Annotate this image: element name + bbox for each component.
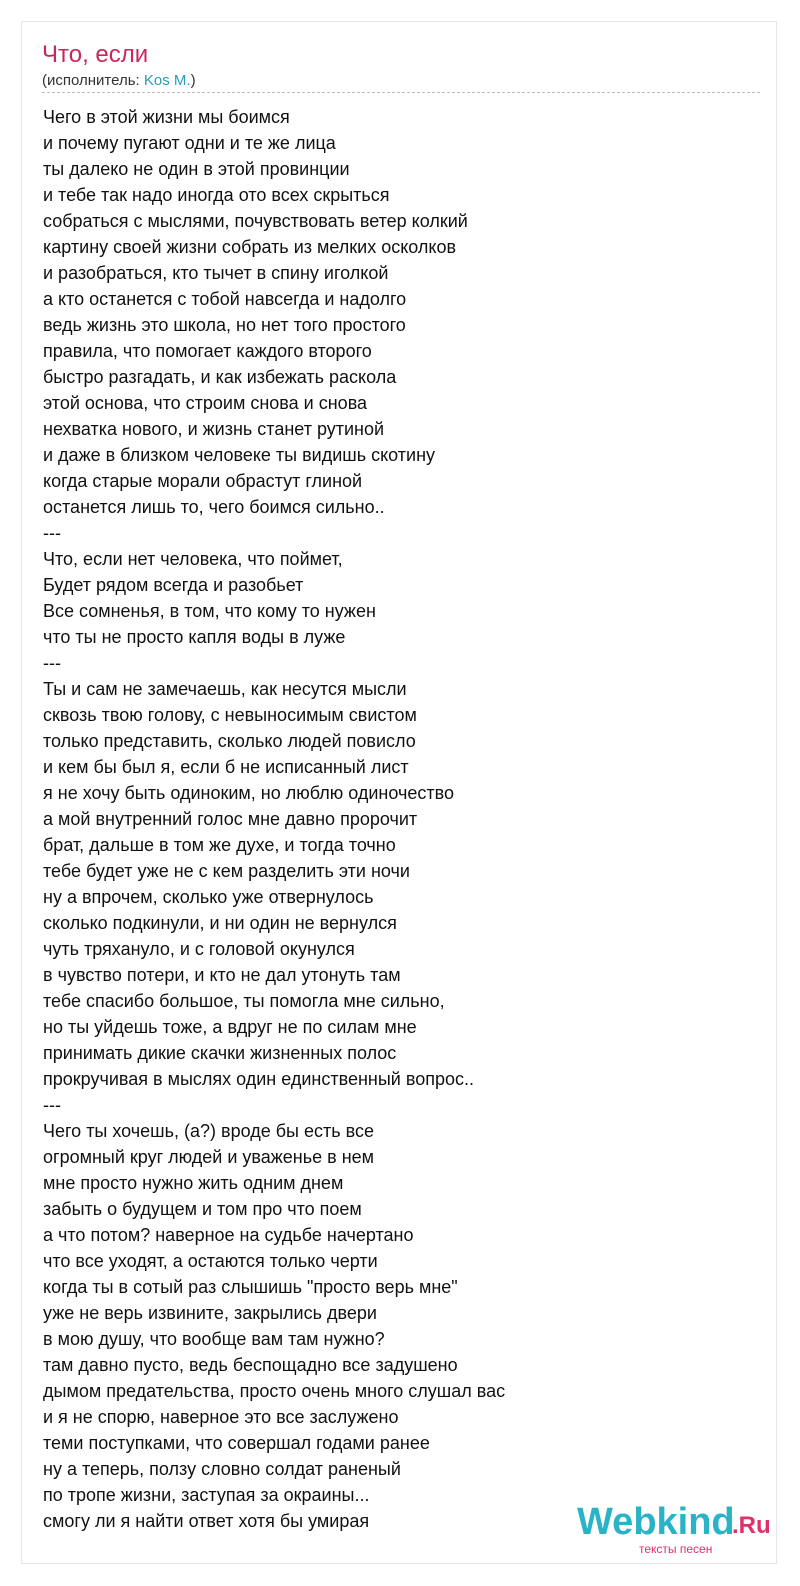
lyric-line: что все уходят, а остаются только черти	[43, 1251, 378, 1271]
lyric-line: сквозь твою голову, с невыносимым свистом	[43, 705, 417, 725]
lyric-line: нехватка нового, и жизнь станет рутиной	[43, 419, 385, 439]
logo-tagline: тексты песен	[639, 1542, 713, 1556]
webkind-logo	[577, 1500, 777, 1560]
lyric-line: чуть тряхануло, и с головой окунулся	[43, 939, 355, 959]
title-separator	[42, 92, 760, 93]
lyric-line: прокручивая в мыслях один единственный вопрос..	[43, 1069, 474, 1089]
lyric-line: останется лишь то, чего боимся сильно..	[43, 497, 385, 517]
lyric-line: а кто останется с тобой навсегда и надолго	[43, 289, 407, 309]
lyric-line: собраться с мыслями, почувствовать ветер колкий	[43, 211, 468, 231]
lyric-line: Чего ты хочешь, (а?) вроде бы есть все	[43, 1121, 374, 1141]
lyric-line: только представить, сколько людей повисло	[43, 731, 416, 751]
lyric-line: Будет рядом всегда и разобьет	[43, 575, 304, 595]
lyric-line: ну а теперь, ползу словно солдат раненый	[43, 1459, 401, 1479]
lyric-line: когда ты в сотый раз слышишь "просто верь мне"	[43, 1277, 458, 1297]
lyric-line: уже не верь извините, закрылись двери	[43, 1303, 377, 1323]
lyric-line: в мою душу, что вообще вам там нужно?	[43, 1329, 385, 1349]
lyric-line: мне просто нужно жить одним днем	[43, 1173, 344, 1193]
lyric-line: Чего в этой жизни мы боимся	[43, 107, 290, 127]
verse-separator: ---	[43, 1095, 61, 1115]
lyric-line: а что потом? наверное на судьбе начертано	[43, 1225, 414, 1245]
lyric-line: тебе будет уже не с кем разделить эти ночи	[43, 861, 410, 881]
lyric-line: что ты не просто капля воды в луже	[43, 627, 346, 647]
lyrics-block	[43, 104, 743, 1534]
lyric-line: по тропе жизни, заступая за окраины...	[43, 1485, 370, 1505]
lyric-line: и я не спорю, наверное это все заслужено	[43, 1407, 399, 1427]
lyric-line: там давно пусто, ведь беспощадно все задушено	[43, 1355, 458, 1375]
lyric-line: забыть о будущем и том про что поем	[43, 1199, 362, 1219]
lyric-line: этой основа, что строим снова и снова	[43, 393, 368, 413]
lyric-line: когда старые морали обрастут глиной	[43, 471, 363, 491]
lyric-line: Все сомненья, в том, что кому то нужен	[43, 601, 376, 621]
verse-separator: ---	[43, 653, 61, 673]
lyric-line: и даже в близком человеке ты видишь скотину	[43, 445, 436, 465]
lyric-line: и тебе так надо иногда ото всех скрыться	[43, 185, 390, 205]
artist-prefix: (исполнитель:	[42, 72, 144, 89]
lyric-line: брат, дальше в том же духе, и тогда точно	[43, 835, 396, 855]
artist-link[interactable]: Kos M.	[143, 72, 191, 89]
lyric-line: теми поступками, что совершал годами ранее	[43, 1433, 430, 1453]
artist-line	[42, 72, 196, 90]
lyric-line: Ты и сам не замечаешь, как несутся мысли	[43, 679, 407, 699]
lyric-line: дымом предательства, просто очень много слушал вас	[43, 1381, 506, 1401]
lyric-line: я не хочу быть одиноким, но люблю одиночество	[43, 783, 454, 803]
logo-brand: Webkind	[577, 1501, 735, 1543]
lyric-line: но ты уйдешь тоже, а вдруг не по силам мне	[43, 1017, 417, 1037]
lyric-line: ведь жизнь это школа, но нет того простого	[43, 315, 406, 335]
lyric-line: и разобраться, кто тычет в спину иголкой	[43, 263, 389, 283]
lyric-line: тебе спасибо большое, ты помогла мне сильно,	[43, 991, 445, 1011]
song-title: Что, если	[42, 41, 149, 68]
verse-separator: ---	[43, 523, 61, 543]
artist-suffix: )	[190, 72, 196, 89]
logo-tld: .Ru	[732, 1512, 771, 1539]
lyric-line: и почему пугают одни и те же лица	[43, 133, 336, 153]
lyric-line: ну а впрочем, сколько уже отвернулось	[43, 887, 374, 907]
lyric-line: и кем бы был я, если б не исписанный лист	[43, 757, 409, 777]
lyric-line: правила, что помогает каждого второго	[43, 341, 372, 361]
lyric-line: картину своей жизни собрать из мелких осколков	[43, 237, 457, 257]
lyric-line: огромный круг людей и уваженье в нем	[43, 1147, 375, 1167]
lyric-line: а мой внутренний голос мне давно пророчит	[43, 809, 418, 829]
lyric-line: в чувство потери, и кто не дал утонуть там	[43, 965, 401, 985]
lyric-line: быстро разгадать, и как избежать раскола	[43, 367, 397, 387]
lyric-line: смогу ли я найти ответ хотя бы умирая	[43, 1511, 370, 1531]
lyric-line: ты далеко не один в этой провинции	[43, 159, 350, 179]
lyric-line: сколько подкинули, и ни один не вернулся	[43, 913, 397, 933]
lyric-line: Что, если нет человека, что поймет,	[43, 549, 343, 569]
lyric-line: принимать дикие скачки жизненных полос	[43, 1043, 397, 1063]
